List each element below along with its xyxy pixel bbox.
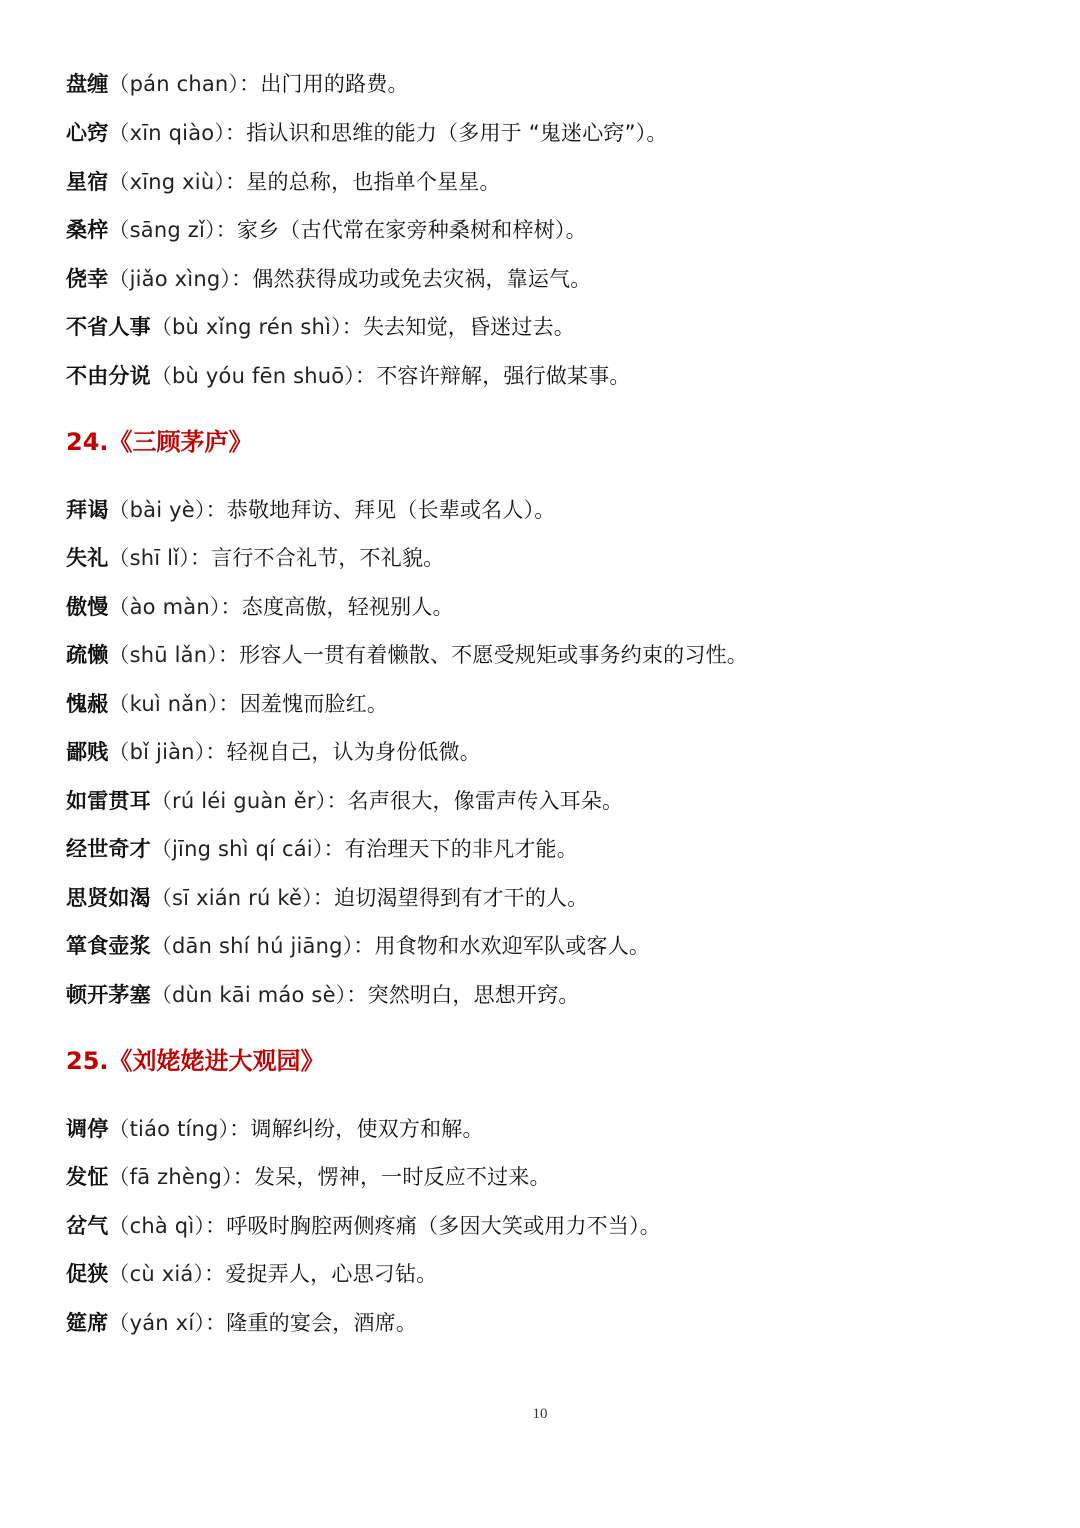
entry-term: 星宿 [66,170,109,194]
entry-separator: ： [239,72,261,96]
entry-separator: ： [326,789,348,813]
entry-separator: ： [205,1311,227,1335]
vocab-entry [66,495,555,525]
entry-definition: 态度高傲，轻视别人。 [241,595,454,619]
entry-definition: 用食物和水欢迎军队或客人。 [374,934,651,958]
vocab-entry [66,215,587,245]
vocab-entry [66,1114,484,1144]
entry-separator: ： [205,1214,227,1238]
entry-pinyin: （pán chan） [108,72,240,96]
entry-separator: ： [312,886,335,910]
vocab-entry [66,69,409,99]
entry-term: 思贤如渴 [66,886,151,910]
entry-term: 调停 [66,1117,109,1141]
entry-separator: ： [220,595,242,619]
entry-separator: ： [225,121,247,145]
entry-pinyin: （shī lǐ） [108,546,190,570]
entry-pinyin: （shū lǎn） [108,643,218,667]
vocab-entry [66,931,650,961]
vocab-entry [66,786,623,816]
entry-pinyin: （jiǎo xìng） [108,267,232,291]
entry-separator: ： [205,498,227,522]
entry-definition: 因羞愧而脸红。 [239,692,389,716]
vocab-entry [66,264,591,294]
entry-term: 侥幸 [66,267,109,291]
entry-definition: 出门用的路费。 [260,72,409,96]
vocab-entry [66,361,631,391]
entry-separator: ： [217,643,240,667]
entry-pinyin: （jīng shì qí cái） [150,837,324,861]
entry-term: 不省人事 [66,315,151,339]
entry-separator: ： [218,692,240,716]
entry-term: 箪食壶浆 [66,934,151,958]
vocab-entry [66,118,668,148]
entry-pinyin: （sī xián rú kě） [150,886,313,910]
entry-separator: ： [215,218,237,242]
entry-definition: 突然明白，思想开窍。 [367,983,580,1007]
vocab-entry [66,689,388,719]
vocab-entry [66,312,575,342]
vocab-entry [66,543,444,573]
entry-definition: 爱捉弄人，心思刁钻。 [225,1262,438,1286]
entry-term: 岔气 [66,1214,109,1238]
entry-term: 盘缠 [66,72,109,96]
entry-pinyin: （bài yè） [108,498,206,522]
entry-pinyin: （bù yóu fēn shuō） [150,364,355,388]
vocab-entry [66,1162,551,1192]
entry-term: 筵席 [66,1311,109,1335]
entry-separator: ： [232,1165,254,1189]
entry-pinyin: （bǐ jiàn） [108,740,206,764]
entry-separator: ： [353,934,375,958]
entry-definition: 恭敬地拜访、拜见（长辈或名人）。 [226,498,556,522]
section-heading-24: 24.《三顾茅庐》 [66,428,253,456]
entry-definition: 名声很大，像雷声传入耳朵。 [347,789,624,813]
vocab-entry [66,640,748,670]
entry-separator: ： [355,364,377,388]
entry-pinyin: （kuì nǎn） [108,692,219,716]
entry-separator: ： [346,983,368,1007]
entry-pinyin: （bù xǐng rén shì） [150,315,342,339]
vocab-entry [66,1211,661,1241]
entry-separator: ： [231,267,253,291]
entry-definition: 发呆，愣神，一时反应不过来。 [253,1165,551,1189]
vocab-entry [66,737,481,767]
entry-definition: 形容人一贯有着懒散、不愿受规矩或事务约束的习性。 [239,643,748,667]
entry-pinyin: （dān shí hú jiāng） [150,934,354,958]
entry-definition: 失去知觉，昏迷过去。 [362,315,575,339]
entry-term: 促狭 [66,1262,109,1286]
entry-term: 疏懒 [66,643,109,667]
entry-definition: 家乡（古代常在家旁种桑树和梓树）。 [236,218,587,242]
entry-definition: 有治理天下的非凡才能。 [344,837,578,861]
vocab-entry [66,592,454,622]
entry-pinyin: （tiáo tíng） [108,1117,230,1141]
entry-pinyin: （sāng zǐ） [108,218,216,242]
vocab-entry [66,883,588,913]
entry-pinyin: （yán xí） [108,1311,206,1335]
entry-separator: ： [205,740,227,764]
entry-definition: 隆重的宴会，酒席。 [226,1311,418,1335]
entry-pinyin: （rú léi guàn ěr） [150,789,327,813]
entry-separator: ： [204,1262,226,1286]
entry-term: 顿开茅塞 [66,983,151,1007]
entry-term: 拜谒 [66,498,109,522]
entry-definition: 调解纠纷，使双方和解。 [250,1117,484,1141]
entry-term: 桑梓 [66,218,109,242]
entry-term: 经世奇才 [66,837,151,861]
entry-term: 失礼 [66,546,109,570]
entry-term: 心窍 [66,121,109,145]
vocab-entry [66,834,578,864]
vocab-entry [66,1308,417,1338]
entry-term: 愧赧 [66,692,109,716]
entry-term: 傲慢 [66,595,109,619]
entry-pinyin: （fā zhèng） [108,1165,233,1189]
entry-definition: 偶然获得成功或免去灾祸，靠运气。 [252,267,592,291]
vocab-entry [66,167,501,197]
vocab-entry [66,1259,437,1289]
entry-definition: 不容许辩解，强行做某事。 [376,364,631,388]
entry-pinyin: （ào màn） [108,595,221,619]
section-heading-25: 25.《刘姥姥进大观园》 [66,1047,325,1075]
entry-separator: ： [341,315,363,339]
entry-separator: ： [229,1117,251,1141]
entry-definition: 星的总称，也指单个星星。 [246,170,501,194]
entry-definition: 指认识和思维的能力（多用于 “鬼迷心窍”）。 [246,121,668,145]
entry-pinyin: （cù xiá） [108,1262,205,1286]
entry-pinyin: （xīng xiù） [108,170,226,194]
entry-separator: ： [225,170,247,194]
entry-definition: 迫切渴望得到有才干的人。 [334,886,589,910]
entry-definition: 言行不合礼节，不礼貌。 [211,546,445,570]
entry-pinyin: （chà qì） [108,1214,206,1238]
entry-separator: ： [323,837,345,861]
vocab-entry [66,980,580,1010]
entry-term: 如雷贯耳 [66,789,151,813]
entry-term: 不由分说 [66,364,151,388]
entry-separator: ： [189,546,212,570]
entry-definition: 呼吸时胸腔两侧疼痛（多因大笑或用力不当）。 [226,1214,661,1238]
entry-definition: 轻视自己，认为身份低微。 [226,740,482,764]
entry-pinyin: （xīn qiào） [108,121,226,145]
entry-pinyin: （dùn kāi máo sè） [150,983,347,1007]
entry-term: 鄙贱 [66,740,109,764]
entry-term: 发怔 [66,1165,109,1189]
page-number: 10 [532,1406,548,1422]
